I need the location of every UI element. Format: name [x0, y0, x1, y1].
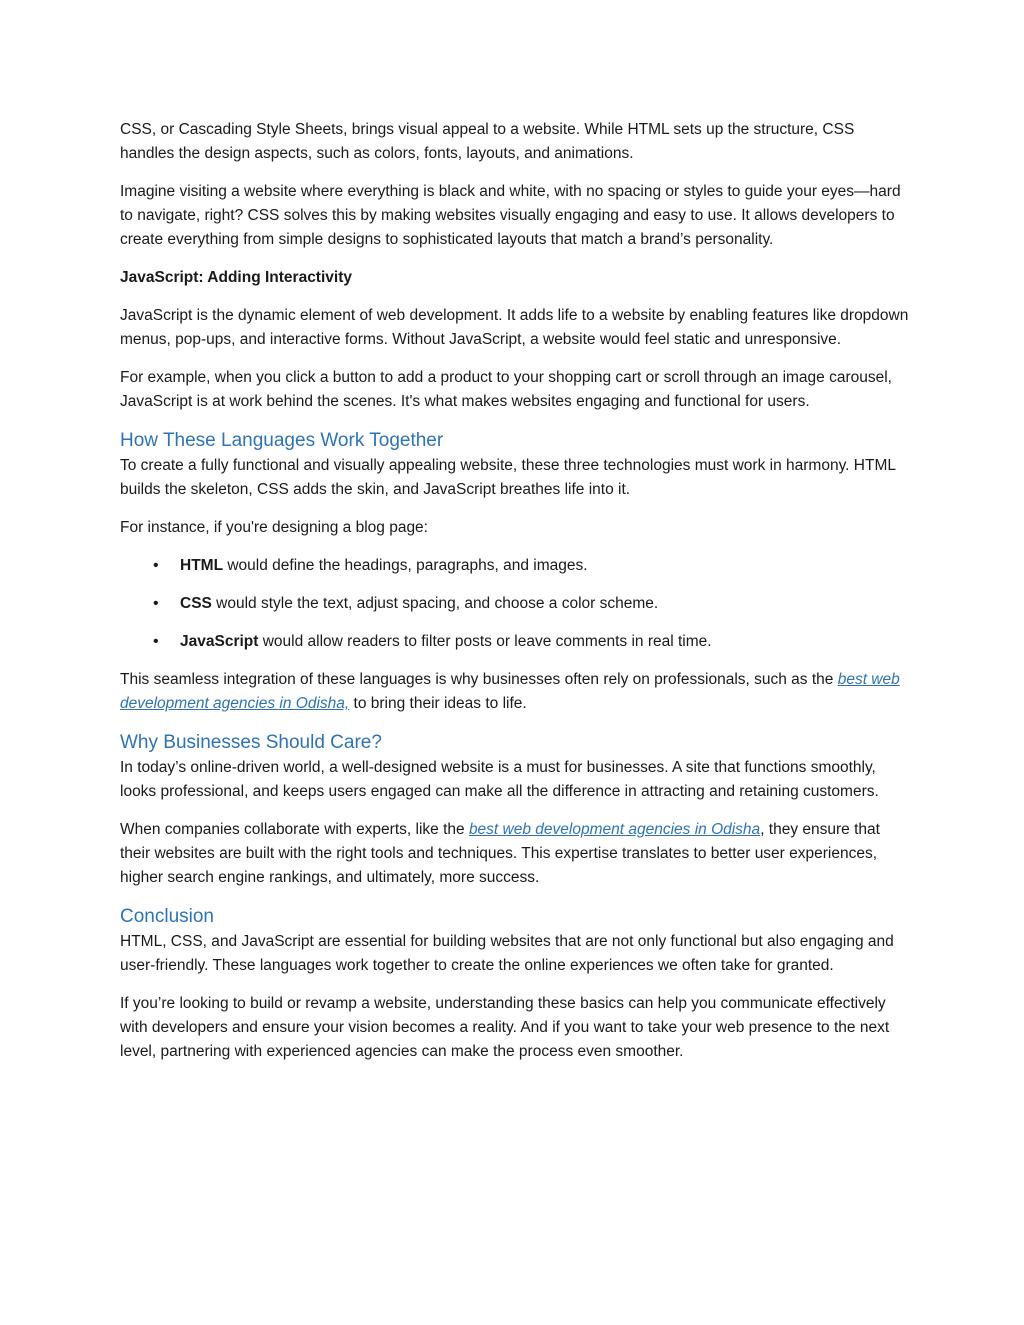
heading-why-care: Why Businesses Should Care? — [120, 732, 382, 753]
experts-text-after: , they ensure that their websites are built with the right tools and techniques. This expertise translates to better user experiences, higher search engine rankings, and ultimately, more success. — [120, 821, 880, 886]
list-item-text: would style the text, adjust spacing, and choose a color scheme. — [211, 595, 659, 612]
agencies-link-1[interactable]: best web development agencies in Odisha, — [120, 671, 900, 712]
paragraph-css-imagine: Imagine visiting a website where everything is black and white, with no spacing or styles to guide your eyes—hard to navigate, right? CSS solves this by making websites visually engaging and easy to use. It allows developers to create everything from simple designs to sophisticated layouts that match a brand’s personality. — [120, 183, 901, 248]
paragraph-why-experts — [120, 818, 910, 890]
paragraph-conclusion-1: HTML, CSS, and JavaScript are essential for building websites that are not only functional but also engaging and user-friendly. These languages work together to create the online experiences we often take for granted. — [120, 933, 894, 974]
paragraph-js-intro: JavaScript is the dynamic element of web development. It adds life to a website by enabling features like dropdown menus, pop-ups, and interactive forms. Without JavaScript, a website would feel static and unresponsive. — [120, 307, 909, 348]
list-item-term: HTML — [180, 557, 224, 574]
list-item — [180, 554, 910, 578]
paragraph-js-example: For example, when you click a button to add a product to your shopping cart or scroll through an image carousel, JavaScript is at work behind the scenes. It's what makes websites engaging and functional for users. — [120, 369, 892, 410]
paragraph-why-intro: In today’s online-driven world, a well-designed website is a must for businesses. A site that functions smoothly, looks professional, and keeps users engaged can make all the difference in attracting and retaining customers. — [120, 759, 879, 800]
list-item-text: would allow readers to filter posts or leave comments in real time. — [258, 633, 712, 650]
paragraph-css-intro: CSS, or Cascading Style Sheets, brings visual appeal to a website. While HTML sets up the structure, CSS handles the design aspects, such as colors, fonts, layouts, and animations. — [120, 121, 855, 162]
document-page — [120, 118, 910, 1078]
list-item — [180, 630, 910, 654]
experts-text-before: When companies collaborate with experts, like the — [120, 821, 469, 838]
list-item-term: JavaScript — [180, 633, 259, 650]
paragraph-integration — [120, 668, 910, 716]
list-item-text: would define the headings, paragraphs, and images. — [223, 557, 588, 574]
paragraph-together-intro: To create a fully functional and visually appealing website, these three technologies must work in harmony. HTML builds the skeleton, CSS adds the skin, and JavaScript breathes life into it. — [120, 457, 896, 498]
heading-how-together: How These Languages Work Together — [120, 430, 444, 451]
paragraph-together-instance: For instance, if you're designing a blog page: — [120, 519, 428, 536]
integration-text-after: to bring their ideas to life. — [349, 695, 527, 712]
heading-conclusion: Conclusion — [120, 906, 214, 927]
list-item-term: CSS — [180, 595, 212, 612]
paragraph-conclusion-2: If you’re looking to build or revamp a website, understanding these basics can help you communicate effectively with developers and ensure your vision becomes a reality. And if you want to take your web presence to the next level, partnering with experienced agencies can make the process even smoother. — [120, 995, 890, 1060]
list-item — [180, 592, 910, 616]
agencies-link-2[interactable]: best web development agencies in Odisha — [468, 821, 761, 838]
integration-text-before: This seamless integration of these languages is why businesses often rely on professionals, such as the — [120, 671, 838, 688]
bullet-list — [120, 554, 910, 654]
subheading-javascript: JavaScript: Adding Interactivity — [120, 269, 352, 286]
